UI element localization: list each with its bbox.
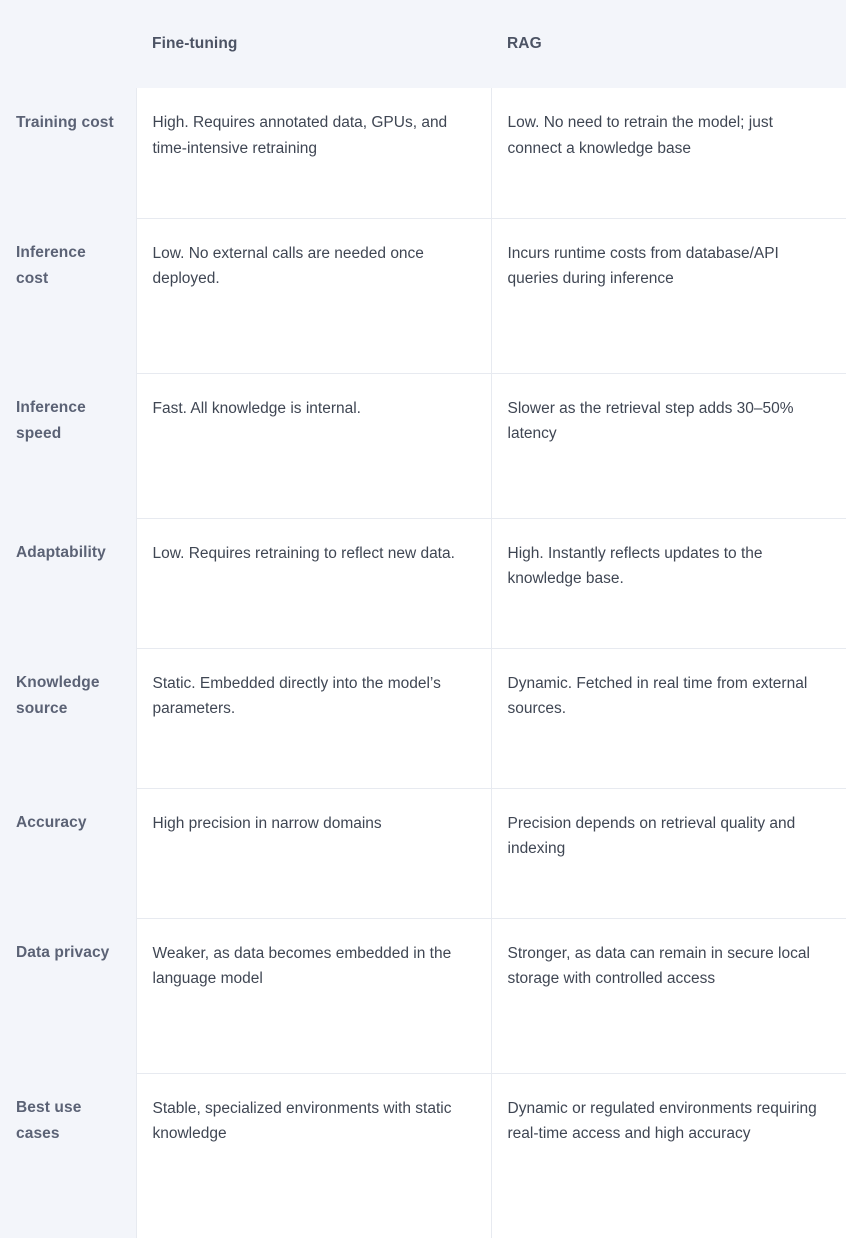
cell-knowledge-source-rag [491, 648, 846, 788]
cell-text: High. Requires annotated data, GPUs, and time-intensive retraining [152, 114, 448, 157]
cell-text: Weaker, as data becomes embedded in the language model [152, 944, 452, 988]
cell-text: Slower as the retrieval step adds 30–50% latency [507, 399, 794, 443]
row-label-adaptability [0, 518, 136, 648]
table-row [0, 218, 846, 373]
cell-text: Dynamic. Fetched in real time from external sources. [507, 674, 808, 718]
row-label-text: Data privacy [16, 944, 110, 961]
cell-inference-speed-fine-tuning [136, 373, 491, 518]
cell-text: High precision in narrow domains [152, 814, 382, 832]
column-header-fine-tuning: Fine-tuning [136, 0, 491, 88]
row-label-text: Best use cases [16, 1099, 82, 1142]
row-label-text: Accuracy [16, 814, 87, 831]
cell-data-privacy-rag [491, 918, 846, 1073]
cell-text: Stronger, as data can remain in secure local storage with controlled access [507, 944, 810, 988]
row-label-text: Knowledge source [16, 674, 100, 717]
cell-adaptability-rag [491, 518, 846, 648]
table-row [0, 373, 846, 518]
cell-best-use-cases-rag [491, 1073, 846, 1238]
row-label-inference-speed [0, 373, 136, 518]
cell-text: Fast. All knowledge is internal. [152, 399, 361, 417]
table-row [0, 918, 846, 1073]
cell-text: Stable, specialized environments with static knowledge [152, 1099, 452, 1143]
table-row [0, 518, 846, 648]
row-label-text: Adaptability [16, 544, 106, 561]
cell-accuracy-fine-tuning [136, 788, 491, 918]
header-corner-blank [0, 0, 136, 88]
cell-inference-speed-rag [491, 373, 846, 518]
cell-knowledge-source-fine-tuning [136, 648, 491, 788]
cell-training-cost-fine-tuning [136, 88, 491, 218]
table-row [0, 88, 846, 218]
row-label-inference-cost [0, 218, 136, 373]
cell-text: Low. No need to retrain the model; just connect a knowledge base [507, 114, 773, 157]
cell-adaptability-fine-tuning [136, 518, 491, 648]
cell-text: Dynamic or regulated environments requiring real-time access and high accuracy [507, 1099, 817, 1143]
cell-best-use-cases-fine-tuning [136, 1073, 491, 1238]
row-label-accuracy [0, 788, 136, 918]
row-label-text: Training cost [16, 114, 114, 131]
cell-data-privacy-fine-tuning [136, 918, 491, 1073]
cell-training-cost-rag [491, 88, 846, 218]
cell-text: High. Instantly reflects updates to the knowledge base. [507, 544, 763, 588]
cell-text: Incurs runtime costs from database/API queries during inference [507, 244, 779, 288]
table-body [0, 88, 846, 1238]
cell-text: Low. Requires retraining to reflect new data. [152, 544, 455, 562]
table-header [0, 0, 846, 88]
table-header-row [0, 0, 846, 88]
table-row [0, 788, 846, 918]
cell-text: Static. Embedded directly into the model’s parameters. [152, 674, 441, 718]
row-label-knowledge-source [0, 648, 136, 788]
cell-inference-cost-rag [491, 218, 846, 373]
cell-text: Low. No external calls are needed once deployed. [152, 244, 424, 288]
row-label-best-use-cases [0, 1073, 136, 1238]
table-row [0, 648, 846, 788]
row-label-data-privacy [0, 918, 136, 1073]
cell-text: Precision depends on retrieval quality and indexing [507, 814, 796, 858]
column-header-rag: RAG [491, 0, 846, 88]
table-row [0, 1073, 846, 1238]
cell-accuracy-rag [491, 788, 846, 918]
row-label-text: Inference speed [16, 399, 86, 442]
row-label-training-cost [0, 88, 136, 218]
row-label-text: Inference cost [16, 244, 86, 287]
cell-inference-cost-fine-tuning [136, 218, 491, 373]
